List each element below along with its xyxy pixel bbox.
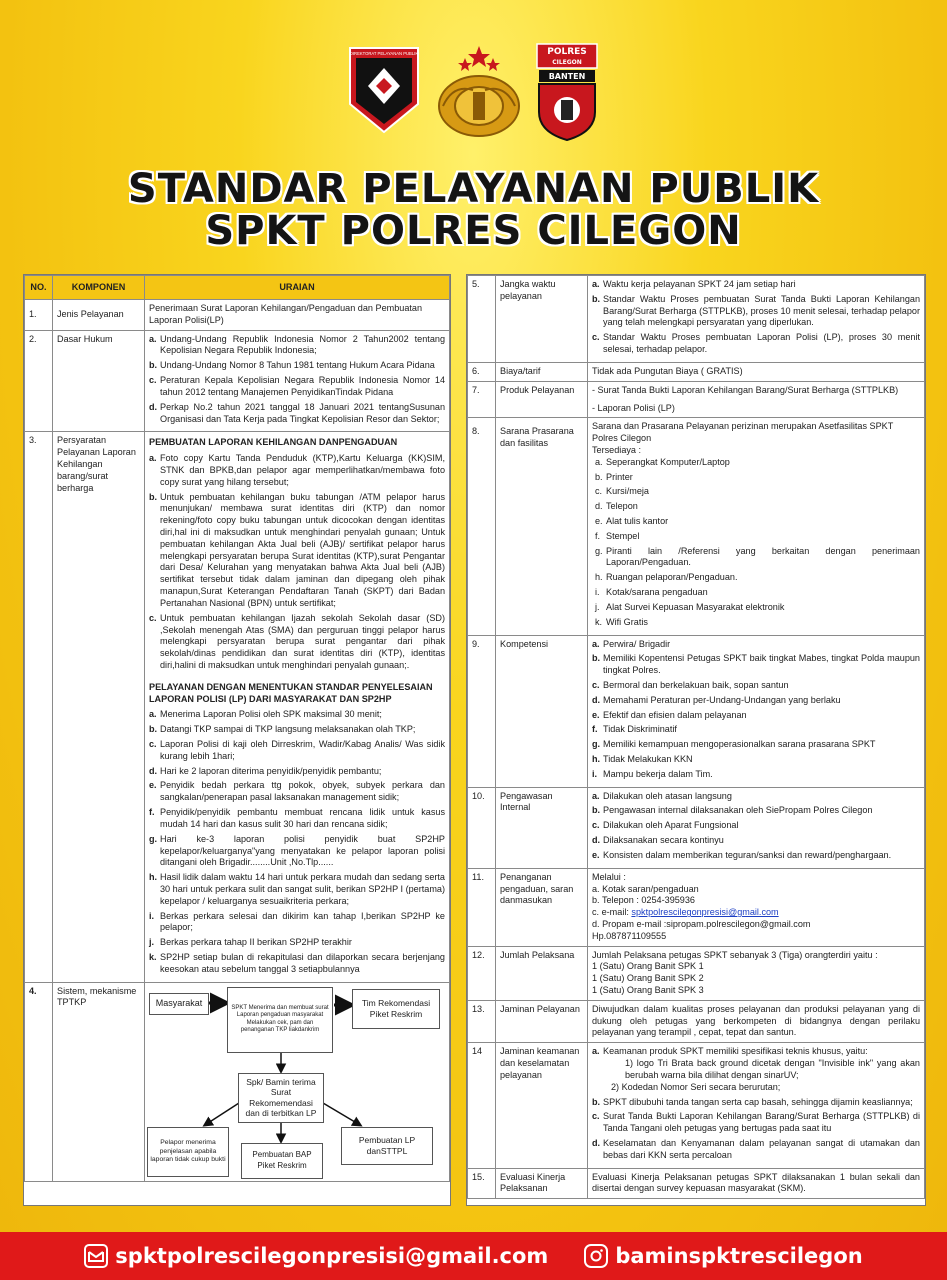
row-komponen: Biaya/tarif	[496, 362, 588, 381]
item-text: Keamanan produk SPKT memiliki spesifikasi teknis khusus, yaitu:	[603, 1046, 868, 1057]
sarana-intro: Sarana dan Prasarana Pelayanan perizinan merupakan Asetfasilitas SPKT Polres Cilegon	[592, 421, 894, 444]
list-item	[595, 472, 920, 484]
list-item	[149, 375, 445, 399]
svg-text:BANTEN: BANTEN	[548, 72, 586, 81]
jangka-waktu-list	[592, 279, 920, 356]
item-marker: b.	[149, 724, 158, 735]
table-row	[468, 946, 925, 1000]
item-marker: g.	[149, 833, 158, 844]
item-text: SP2HP setiap bulan di rekapitulasi dan dilaporkan secara berjenjang keesokan atau sebelum tanggal 3 setiapbulannya	[160, 952, 445, 974]
item-text: Kotak/sarana pengaduan	[606, 587, 708, 598]
list-item	[149, 334, 445, 358]
item-text: Surat Tanda Bukti Laporan Kehilangan Barang/Surat Berharga (STTPLKB) di Tanda Tangani oleh petugas yang bertugas pada saat itu	[603, 1111, 920, 1134]
item-text: Memiliki kemampuan mengoperasionalkan sarana prasarana SPKT	[603, 739, 876, 750]
pelaksana-intro: Jumlah Pelaksana petugas SPKT sebanyak 3 (Tiga) orangterdiri yaitu :	[592, 949, 878, 960]
item-marker: f.	[149, 807, 155, 818]
list-item	[595, 531, 920, 543]
list-item	[149, 613, 445, 672]
item-marker: b.	[592, 653, 601, 664]
svg-text:DIREKTORAT PELAYANAN PUBLIK: DIREKTORAT PELAYANAN PUBLIK	[349, 51, 419, 56]
list-item	[592, 805, 920, 817]
item-text: Waktu kerja pelayanan SPKT 24 jam setiap hari	[603, 279, 796, 289]
footer-email[interactable]	[84, 1244, 548, 1268]
item-text: Standar Waktu Proses pembuatan Laporan Polisi (LP), proses 30 menit selesai, terhadap pelapor.	[603, 332, 920, 355]
item-text: SPKT dibubuhi tanda tangan serta cap basah, sehingga dijamin keasliannya;	[603, 1096, 913, 1107]
right-table	[467, 275, 925, 1199]
list-item	[149, 453, 445, 488]
header-uraian: URAIAN	[145, 276, 450, 300]
item-marker: e.	[592, 709, 600, 720]
row-komponen: Produk Pelayanan	[496, 381, 588, 418]
row-uraian	[145, 982, 450, 1181]
row-uraian	[588, 635, 925, 787]
flow-bamin: Spk/ Bamin terima Surat Rekomemendasi dan di terbitkan LP	[238, 1073, 324, 1123]
item-marker: c.	[592, 332, 600, 343]
item-marker: a.	[592, 790, 600, 801]
item-text: Seperangkat Komputer/Laptop	[606, 456, 730, 467]
item-text: Dilakukan oleh Aparat Fungsional	[603, 820, 739, 831]
standar-list	[149, 709, 445, 975]
item-text: Kursi/meja	[606, 486, 649, 497]
item-text: Telepon	[606, 501, 638, 512]
flow-pembuatan-lp: Pembuatan LP danSTTPL	[341, 1127, 433, 1165]
list-item: d. Keselamatan dan Kenyamanan dalam pelayanan sangat di utamakan dan bebas dari KKN serta percaloan	[592, 1137, 920, 1160]
item-text: Hasil lidik dalam waktu 14 hari untuk perkara mudah dan sedang serta 30 hari untuk perkara sulit dan sangat sulit, berikan SP2HP I (pertama) kepelapor / keluarganya sesuaikriteria perkara;	[160, 872, 445, 906]
polres-cilegon-logo	[533, 42, 601, 142]
footer-instagram[interactable]	[584, 1244, 862, 1268]
item-text: Untuk pembuatan kehilangan Ijazah sekolah Sekolah dasar (SD) ,Sekolah menengah Atas (SMA) dan perguruan tinggi pelapor harus melengkapi persyaratan berupa surat pengantar dari pihak sekolah/dinas pendidikan dan surat identitas diri (KTP), identitas diri,halini di maksudkan untuk menghindari penyalah gunaan;.	[160, 612, 445, 670]
jaminan-keamanan-list	[592, 1046, 920, 1161]
email-icon	[84, 1244, 108, 1268]
row-komponen: Dasar Hukum	[53, 330, 145, 432]
pengawasan-list	[592, 791, 920, 862]
item-text: Konsisten dalam memberikan teguran/sanksi dan reward/penghargaan.	[603, 849, 892, 860]
list-item	[592, 850, 920, 862]
tribrata-emblem	[433, 44, 525, 140]
pengaduan-line: a. Kotak saran/pengaduan	[592, 883, 699, 894]
email-link[interactable]: spktpolrescilegonpresisi@gmail.com	[631, 907, 779, 918]
list-item: a. Keamanan produk SPKT memiliki spesifikasi teknis khusus, yaitu: 1) logo Tri Brata back ground dicetak dengan "Invisible ink" yang akan berubah warna bila dilihat dengan sinarUV; 2) Kodedan Nomor Seri secara berurutan;	[592, 1046, 920, 1092]
item-marker: g.	[595, 545, 603, 556]
kompetensi-list	[592, 639, 920, 781]
list-item	[592, 754, 920, 766]
item-text: Peraturan Kepala Kepolisian Negara Republik Indonesia Nomor 14 tahun 2012 tentang Manajemen PenyidikanTindak Pidana	[160, 375, 445, 397]
flow-spkt: SPKT Menerima dan membuat surat Laporan pengaduan masyarakat Melakukan cek, pam dan penanganan TKP liakdankrim	[227, 987, 333, 1053]
item-text: Berkas perkara selesai dan dikirim kan tahap I,berikan SP2HP ke pelapor;	[160, 910, 445, 933]
pelaksana-line: 1 (Satu) Orang Banit SPK 1	[592, 961, 704, 972]
pengaduan-line: b. Telepon : 0254-395936	[592, 895, 695, 906]
item-text: Alat Survei Kepuasan Masyarakat elektronik	[606, 601, 785, 612]
row-no: 11.	[468, 868, 496, 946]
list-item	[595, 516, 920, 528]
row-uraian	[145, 432, 450, 982]
item-text: Undang-Undang Republik Indonesia Nomor 2 Tahun2002 tentang Kepolisian Negara Republik Indonesia;	[160, 333, 445, 356]
item-marker: c.	[592, 679, 600, 690]
item-text: Penyidik bedah perkara ttg pokok, obyek, subyek perkara dan sangkalan/penerapan pasal laksanakan management sidik;	[160, 780, 445, 803]
item-marker: e.	[595, 516, 603, 526]
table-row	[25, 432, 450, 982]
list-item	[592, 332, 920, 356]
row-uraian: Evaluasi Kinerja Pelaksanan petugas SPKT dilaksanakan 1 bulan sekali dan disertai dengan survey kepuasan masyarakat (SKM).	[588, 1168, 925, 1199]
item-marker: b.	[149, 491, 158, 502]
row-no: 9.	[468, 635, 496, 787]
item-marker: k.	[595, 616, 603, 627]
item-text: Wifi Gratis	[606, 616, 648, 627]
list-item	[592, 820, 920, 832]
row-komponen: Pengawasan Internal	[496, 787, 588, 868]
row-no: 3.	[25, 432, 53, 982]
list-item	[149, 911, 445, 935]
table-row	[25, 982, 450, 1181]
table-row	[468, 635, 925, 787]
row-uraian	[588, 868, 925, 946]
item-text: Standar Waktu Proses pembuatan Surat Tanda Bukti Laporan Kehilangan Barang/Surat Berharga (STTPLKB), proses 10 menit selesai, terhadap pelapor yang telah melengkapi persyaratan yang diperlukan.	[603, 293, 920, 328]
list-item	[592, 653, 920, 677]
item-text: Alat tulis kantor	[606, 516, 669, 526]
email-label: c. e-mail:	[592, 907, 632, 918]
list-item	[592, 680, 920, 692]
row-komponen: Sistem, mekanisme TPTKP	[53, 982, 145, 1181]
item-marker: b.	[592, 293, 601, 304]
header-komponen: KOMPONEN	[53, 276, 145, 300]
list-item	[595, 501, 920, 513]
item-marker: a.	[149, 333, 157, 344]
list-item	[595, 486, 920, 498]
row-uraian: Tidak ada Pungutan Biaya ( GRATIS)	[588, 362, 925, 381]
item-text: 1) logo Tri Brata back ground dicetak dengan "Invisible ink" yang akan berubah warna bila dilihat dengan sinarUV;	[625, 1058, 920, 1080]
sub-item: 2) Kodedan Nomor Seri secara berurutan;	[611, 1081, 781, 1092]
item-text: Mampu bekerja dalam Tim.	[603, 768, 713, 779]
item-text: Ruangan pelaporan/Pengaduan.	[606, 572, 738, 583]
pelayanan-publik-logo	[346, 44, 422, 136]
instagram-icon	[584, 1244, 608, 1268]
pengaduan-line	[592, 907, 920, 919]
item-marker: f.	[592, 724, 598, 735]
list-item	[592, 724, 920, 736]
persyaratan-list	[149, 453, 445, 672]
item-marker: g.	[592, 739, 601, 750]
list-item: b. SPKT dibubuhi tanda tangan serta cap basah, sehingga dijamin keasliannya;	[592, 1097, 920, 1109]
item-marker: c.	[149, 612, 157, 623]
flow-pelapor: Pelapor menerima penjelasan apabila laporan tidak cukup bukti	[147, 1127, 229, 1177]
left-table	[24, 275, 450, 1182]
row-no: 4.	[25, 982, 53, 1181]
row-uraian	[588, 787, 925, 868]
flow-tim-rekomendasi: Tim Rekomendasi Piket Reskrim	[352, 989, 440, 1029]
list-item	[149, 709, 445, 721]
page-title-line2: SPKT POLRES CILEGON	[205, 208, 742, 254]
item-text: Bermoral dan berkelakuan baik, sopan santun	[603, 679, 789, 690]
table-row	[468, 868, 925, 946]
item-marker: k.	[149, 952, 157, 962]
item-text: Memiliki Kopentensi Petugas SPKT baik tingkat Mabes, tingkat Polda maupun tingkat Polres.	[603, 653, 920, 676]
item-marker: j.	[595, 601, 600, 612]
list-item	[149, 780, 445, 804]
footer-bar	[0, 1232, 947, 1280]
logo-row	[0, 38, 947, 148]
table-row	[468, 276, 925, 363]
item-text: Memahami Peraturan per-Undang-Undangan yang berlaku	[603, 694, 841, 705]
item-text: Pengawasan internal dilaksanakan oleh SiePropam Polres Cilegon	[603, 805, 873, 816]
list-item	[149, 872, 445, 907]
footer-email-text: spktpolrescilegonpresisi@gmail.com	[115, 1244, 549, 1268]
row-no: 13.	[468, 1000, 496, 1042]
row-no: 5.	[468, 276, 496, 363]
item-marker: c.	[149, 739, 157, 749]
table-header-row	[25, 276, 450, 300]
row-komponen: Jangka waktu pelayanan	[496, 276, 588, 363]
row-no: 10.	[468, 787, 496, 868]
sarana-list	[592, 457, 920, 629]
item-text: Berkas perkara tahap II berikan SP2HP terakhir	[160, 937, 352, 948]
list-item	[149, 937, 445, 949]
item-marker: c.	[149, 375, 157, 386]
item-text: Menerima Laporan Polisi oleh SPK maksimal 30 menit;	[160, 709, 382, 720]
item-marker: a.	[592, 638, 600, 649]
row-no: 6.	[468, 362, 496, 381]
item-marker: e.	[592, 849, 600, 860]
row-komponen: Jaminan keamanan dan keselamatan pelayanan	[496, 1043, 588, 1168]
list-item	[595, 457, 920, 469]
row-uraian	[588, 946, 925, 1000]
item-marker: f.	[595, 530, 601, 541]
row-no: 12.	[468, 946, 496, 1000]
item-marker: j.	[149, 937, 155, 948]
row-komponen: Jumlah Pelaksana	[496, 946, 588, 1000]
table-row	[25, 300, 450, 331]
item-text: Tidak Melakukan KKN	[603, 754, 693, 764]
list-item	[149, 724, 445, 736]
item-text: Stempel	[606, 530, 640, 541]
item-marker: b.	[595, 471, 603, 482]
list-item	[149, 360, 445, 372]
table-row	[468, 1168, 925, 1199]
item-marker: h.	[595, 572, 603, 583]
list-item	[592, 739, 920, 751]
flow-masyarakat: Masyarakat	[149, 993, 209, 1015]
item-text: Laporan Polisi di kaji oleh Dirreskrim, Wadir/Kabag Analis/ Was sidik kurang lebih 1hari;	[160, 739, 445, 761]
row-no: 7.	[468, 381, 496, 418]
pelaksana-line: 1 (Satu) Orang Banit SPK 3	[592, 985, 704, 995]
item-text: Hari ke 2 laporan diterima penyidik/penyidik pembantu;	[160, 765, 382, 776]
item-marker: d.	[149, 401, 158, 412]
list-item	[592, 695, 920, 707]
list-item	[149, 492, 445, 610]
section-heading: PELAYANAN DENGAN MENENTUKAN STANDAR PENYELESAIAN LAPORAN POLISI (LP) DARI MASYARAKAT DAN SP2HP	[149, 681, 433, 704]
flow-bap: Pembuatan BAP Piket Reskrim	[241, 1143, 323, 1179]
table-row	[468, 787, 925, 868]
list-item	[149, 952, 445, 976]
item-marker: d.	[595, 501, 603, 512]
row-uraian: Diwujudkan dalam kualitas proses pelayanan dan produksi pelayanan yang di dukung oleh petugas yang berkompeten di bidangnya dengan perilaku pelayanan yang terampil , cepat, tepat dan santun.	[588, 1000, 925, 1042]
svg-text:POLRES: POLRES	[547, 47, 587, 57]
row-uraian	[588, 1043, 925, 1168]
list-item	[592, 279, 920, 291]
row-uraian	[588, 276, 925, 363]
list-item	[595, 617, 920, 629]
list-item	[592, 769, 920, 781]
row-komponen: Persyaratan Pelayanan Laporan Kehilangan barang/surat berharga	[53, 432, 145, 982]
item-text: Untuk pembuatan kehilangan buku tabungan /ATM pelapor harus menunjukan/ membawa surat identitas diri (KTP) dan nomor rekening/foto copy buku tabungan untuk dicocokan dengan identitas diri,hal ini di maksudkan untuk menghindari penyalah gunaan; Untuk pembuatan kehilangan Akta Jual beli (AJB)/ sertifikat pelapor harus melengkapi persyaratan berupa Surat identitas (KTP),surat Pengantar dari Desa/ Kelurahan yang menyatakan bahwa Akta Jual beli (AJB) sertifikat tersebut tidak dalam jaminan dan dipegang oleh pihak manapun,Surat Keterangan Pendaftaran Tanah (SKPT) dari Badan Pertanahan Nasional (BPN) untuk sertifikat;	[160, 491, 445, 608]
row-uraian: Penerimaan Surat Laporan Kehilangan/Pengaduan dan Pembuatan Laporan Polisi(LP)	[145, 300, 450, 331]
footer-instagram-text: baminspktrescilegon	[615, 1244, 863, 1268]
item-text: Tidak Diskriminatif	[603, 724, 677, 735]
list-item	[592, 791, 920, 803]
pelaksana-line: 1 (Satu) Orang Banit SPK 2	[592, 973, 704, 984]
svg-text:CILEGON: CILEGON	[552, 59, 582, 66]
table-row	[468, 418, 925, 635]
row-uraian	[145, 330, 450, 432]
list-item	[149, 739, 445, 763]
row-komponen: Sarana Prasarana dan fasilitas	[496, 418, 588, 635]
item-marker: a.	[149, 709, 157, 720]
item-marker: a.	[592, 279, 600, 289]
table-row	[468, 1000, 925, 1042]
row-komponen: Jenis Pelayanan	[53, 300, 145, 331]
item-marker: a.	[149, 453, 157, 464]
list-item	[592, 710, 920, 722]
item-text: Datangi TKP sampai di TKP langsung melaksanakan olah TKP;	[160, 724, 416, 735]
pengaduan-melalui: Melalui :	[592, 871, 626, 882]
pengaduan-line: d. Propam e-mail :sipropam.polrescilegon@gmail.com	[592, 918, 811, 929]
list-item	[149, 402, 445, 426]
left-table-panel	[23, 274, 451, 1206]
produk-line: - Surat Tanda Bukti Laporan Kehilangan Barang/Surat Berharga (STTPLKB)	[592, 384, 899, 395]
item-marker: d.	[592, 835, 601, 846]
list-item	[595, 546, 920, 570]
item-marker: a.	[595, 456, 603, 467]
row-no: 2.	[25, 330, 53, 432]
item-text: Foto copy Kartu Tanda Penduduk (KTP),Kartu Keluarga (KK)SIM, STNK dan BPKB,dan pelapor agar memperlihatkan/membawa foto copy surat yang hilang tersebut;	[160, 453, 445, 487]
list-item	[595, 587, 920, 599]
item-text: Penyidik/penyidik pembantu membuat rencana lidik untuk kasus mudah 14 hari dan kasus sulit 30 hari dan rencana sidik;	[160, 807, 445, 829]
item-marker: i.	[595, 587, 600, 598]
sub-item	[611, 1058, 920, 1082]
item-text: Undang-Undang Nomor 8 Tahun 1981 tentang Hukum Acara Pidana	[160, 360, 435, 371]
item-marker: d.	[149, 765, 158, 776]
item-text: Dilakukan oleh atasan langsung	[603, 790, 732, 801]
row-no: 15.	[468, 1168, 496, 1199]
list-item	[595, 602, 920, 614]
item-marker: b.	[592, 805, 601, 816]
item-marker: c.	[595, 486, 603, 497]
item-text: Hari ke-3 laporan polisi penyidik buat SP2HP kepelapor/keluarganya"yang menyatakan ke pelapor laporan polisi ditangani oleh Brigadir........Unit ,No.Tlp......	[160, 833, 445, 868]
row-uraian	[588, 381, 925, 418]
item-text: Printer	[606, 471, 633, 482]
list-item	[592, 639, 920, 651]
page-title-line1: STANDAR PELAYANAN PUBLIK	[127, 166, 820, 212]
list-item: c. Surat Tanda Bukti Laporan Kehilangan Barang/Surat Berharga (STTPLKB) di Tanda Tangani oleh petugas yang bertugas pada saat itu	[592, 1111, 920, 1134]
table-row	[468, 381, 925, 418]
list-item	[149, 834, 445, 869]
list-item	[149, 807, 445, 831]
table-row	[25, 330, 450, 432]
tptkp-flowchart	[145, 983, 449, 1181]
item-marker: h.	[592, 754, 601, 764]
item-marker: b.	[149, 360, 158, 371]
item-marker: e.	[149, 780, 157, 791]
row-no: 1.	[25, 300, 53, 331]
table-row	[468, 362, 925, 381]
header-no: NO.	[25, 276, 53, 300]
sarana-tersedia: Tersediaya :	[592, 444, 642, 455]
item-marker: i.	[592, 768, 598, 779]
produk-line: - Laporan Polisi (LP)	[592, 402, 675, 413]
list-item	[149, 766, 445, 778]
row-komponen: Penanganan pengaduan, saran danmasukan	[496, 868, 588, 946]
list-item	[592, 294, 920, 329]
item-text: Perkap No.2 tahun 2021 tanggal 18 Januari 2021 tentangSusunan Organisasi dan Tata Kerja pada Tingkat Kepolisian Resor dan Sektor;	[160, 401, 445, 424]
row-uraian	[588, 418, 925, 635]
item-text: Piranti lain /Referensi yang berkaitan dengan penerimaan Laporan/Pengaduan.	[606, 545, 920, 568]
item-text: Keselamatan dan Kenyamanan dalam pelayanan sangat di utamakan dan bebas dari KKN serta percaloan	[603, 1137, 920, 1160]
item-marker: h.	[149, 872, 158, 883]
dasar-hukum-list	[149, 334, 445, 426]
item-text: Dilaksanakan secara kontinyu	[603, 835, 724, 846]
item-marker: c.	[592, 820, 600, 831]
item-text: Efektif dan efisien dalam pelayanan	[603, 709, 747, 720]
item-marker: d.	[592, 694, 601, 705]
row-komponen: Kompetensi	[496, 635, 588, 787]
list-item	[595, 572, 920, 584]
pengaduan-line: Hp.087871109555	[592, 930, 667, 941]
item-text: Perwira/ Brigadir	[603, 638, 671, 649]
row-no: 8.	[468, 418, 496, 635]
row-komponen: Jaminan Pelayanan	[496, 1000, 588, 1042]
table-row	[468, 1043, 925, 1168]
row-komponen: Evaluasi Kinerja Pelaksanan	[496, 1168, 588, 1199]
list-item	[592, 835, 920, 847]
item-marker: i.	[149, 910, 155, 921]
section-heading: PEMBUATAN LAPORAN KEHILANGAN DANPENGADUAN	[149, 437, 398, 448]
row-no: 14	[468, 1043, 496, 1168]
right-table-panel	[466, 274, 926, 1206]
